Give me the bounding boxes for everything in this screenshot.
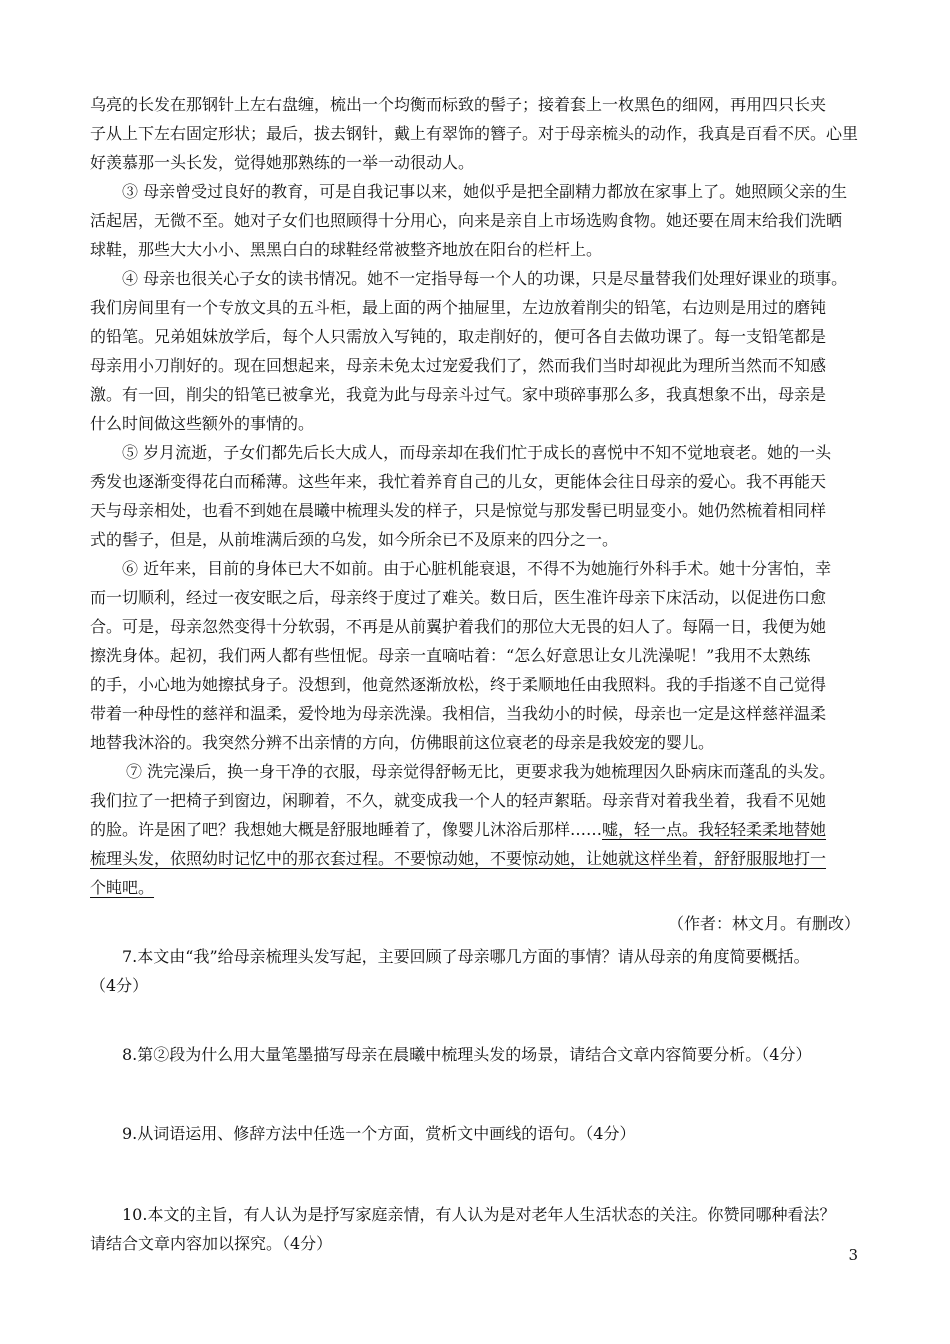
paragraph-5: [90, 438, 860, 554]
text-line: 的手，小心地为她擦拭身子。没想到，他竟然逐渐放松，终于柔顺地任由我照料。我的手指遂不自己觉得: [90, 675, 827, 694]
question-8: [90, 1040, 860, 1069]
question-text: 9.从词语运用、修辞方法中任选一个方面，赏析文中画线的语句。（4分）: [122, 1124, 636, 1143]
text-line: 子从上下左右固定形状；最后，拔去钢针，戴上有翠饰的簪子。对于母亲梳头的动作，我真是百看不厌。心里: [90, 124, 859, 143]
text-line: 球鞋，那些大大小小、黑黑白白的球鞋经常被整齐地放在阳台的栏杆上。: [90, 240, 603, 259]
text-line: 而一切顺利，经过一夜安眠之后，母亲终于度过了难关。数日后，医生准许母亲下床活动，以促进伤口愈: [90, 588, 827, 607]
text-line: ⑤ 岁月流逝，子女们都先后长大成人，而母亲却在我们忙于成长的喜悦中不知不觉地衰老。她的一头: [122, 443, 832, 462]
text-line: 我们拉了一把椅子到窗边，闲聊着，不久，就变成我一个人的轻声絮聒。母亲背对着我坐着，我看不见她: [90, 791, 827, 810]
text-line: 激。有一回，削尖的铅笔已被拿光，我竟为此与母亲斗过气。家中琐碎事那么多，我真想象不出，母亲是: [90, 385, 827, 404]
question-10: [90, 1200, 860, 1258]
underlined-sentence: 嘘，轻一点。我轻轻柔柔地替她: [602, 820, 827, 839]
text-line: 带着一种母性的慈祥和温柔，爱怜地为母亲洗澡。我相信，当我幼小的时候，母亲也一定是这样慈祥温柔: [90, 704, 827, 723]
text-line: 好羡慕那一头长发，觉得她那熟练的一举一动很动人。: [90, 153, 475, 172]
underlined-sentence: 梳理头发，依照幼时记忆中的那衣套过程。不要惊动她，不要惊动她，让她就这样坐着，舒舒服服地打一: [90, 849, 827, 868]
text-line: [90, 844, 860, 873]
text-line: 母亲用小刀削好的。现在回想起来，母亲未免太过宠爱我们了，然而我们当时却视此为理所当然而不知感: [90, 356, 827, 375]
text-line: 秀发也逐渐变得花白而稀薄。这些年来，我忙着养育自己的儿女，更能体会往日母亲的爱心。我不再能天: [90, 472, 827, 491]
text-line: 天与母亲相处，也看不到她在晨曦中梳理头发的样子，只是惊觉与那发髻已明显变小。她仍然梳着相同样: [90, 501, 827, 520]
paragraph-2-continuation: [90, 90, 860, 177]
author-credit: （作者：林文月。有删改）: [667, 914, 860, 933]
text-line: [90, 873, 860, 902]
text-line: 式的髻子，但是，从前堆满后颈的乌发，如今所余已不及原来的四分之一。: [90, 530, 619, 549]
text-line: 擦洗身体。起初，我们两人都有些忸怩。母亲一直嘀咕着：“怎么好意思让女儿洗澡呢！”我用不太熟练: [90, 646, 811, 665]
question-text: 10.本文的主旨，有人认为是抒写家庭亲情，有人认为是对老年人生活状态的关注。你赞同哪种看法？: [122, 1205, 836, 1224]
paragraph-4: [90, 264, 860, 438]
paragraph-6: [90, 554, 860, 757]
text-line: [90, 815, 860, 844]
text-line: 合。可是，母亲忽然变得十分软弱，不再是从前翼护着我们的那位大无畏的妇人了。每隔一日，我便为她: [90, 617, 827, 636]
text-line: ③ 母亲曾受过良好的教育，可是自我记事以来，她似乎是把全副精力都放在家事上了。她照顾父亲的生: [122, 182, 848, 201]
underlined-sentence: 个盹吧。: [90, 878, 155, 897]
question-text: 7.本文由“我”给母亲梳理头发写起，主要回顾了母亲哪几方面的事情？请从母亲的角度简要概括。: [122, 947, 810, 966]
question-score: （4分）: [90, 976, 149, 995]
text-line: 的铅笔。兄弟姐妹放学后，每个人只需放入写钝的，取走削好的，便可各自去做功课了。每一支铅笔都是: [90, 327, 827, 346]
text-line: ④ 母亲也很关心子女的读书情况。她不一定指导每一个人的功课，只是尽量替我们处理好课业的琐事。: [122, 269, 848, 288]
text-line: 什么时间做这些额外的事情的。: [90, 414, 315, 433]
text-line: 地替我沐浴的。我突然分辨不出亲情的方向，仿佛眼前这位衰老的母亲是我姣宠的婴儿。: [90, 733, 715, 752]
question-text: 8.第②段为什么用大量笔墨描写母亲在晨曦中梳理头发的场景，请结合文章内容简要分析。（4分）: [122, 1045, 812, 1064]
question-9: [90, 1119, 860, 1148]
paragraph-7: [90, 757, 860, 902]
question-7: [90, 942, 860, 1000]
paragraph-3: [90, 177, 860, 264]
document-page: [90, 90, 860, 1258]
text-line: ⑥ 近年来，目前的身体已大不如前。由于心脏机能衰退，不得不为她施行外科手术。她十分害怕，幸: [122, 559, 832, 578]
text-line: 我们房间里有一个专放文具的五斗柜，最上面的两个抽屉里，左边放着削尖的铅笔，右边则是用过的磨钝: [90, 298, 827, 317]
text-line: ⑦ 洗完澡后，换一身干净的衣服，母亲觉得舒畅无比，更要求我为她梳理因久卧病床而蓬乱的头发。: [126, 762, 836, 781]
text-line: 活起居，无微不至。她对子女们也照顾得十分用心，向来是亲自上市场选购食物。她还要在周末给我们洗晒: [90, 211, 843, 230]
text-line: 乌亮的长发在那钢针上左右盘缠，梳出一个均衡而标致的髻子；接着套上一枚黑色的细网，再用四只长夹: [90, 95, 827, 114]
page-number: 3: [848, 1246, 858, 1264]
question-continuation: 请结合文章内容加以探究。（4分）: [90, 1234, 333, 1253]
plain-text: 的脸。许是困了吧？我想她大概是舒服地睡着了，像婴儿沐浴后那样……: [90, 820, 603, 839]
